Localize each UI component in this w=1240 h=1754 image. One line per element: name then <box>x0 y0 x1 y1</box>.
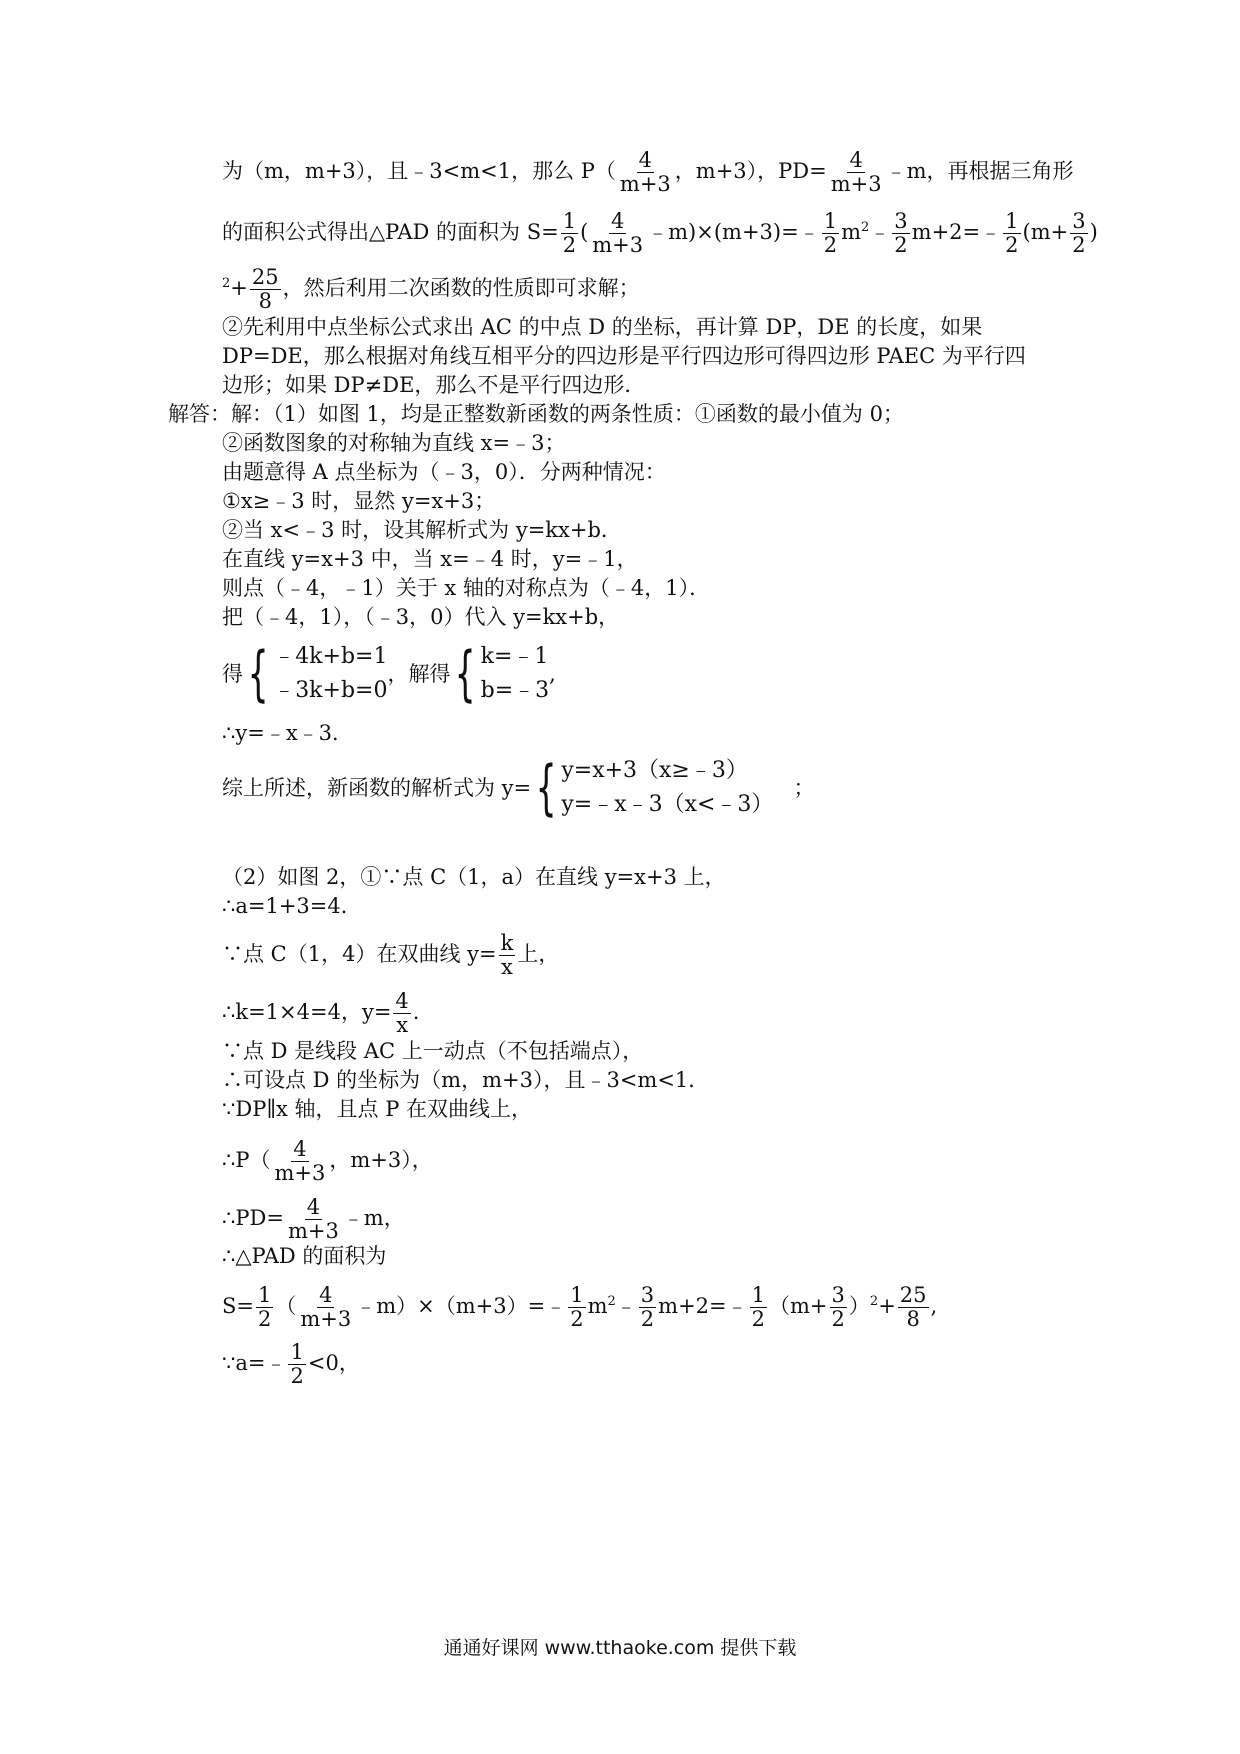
fraction: $\frac{3}{2}$ <box>640 1283 655 1331</box>
piecewise-function: y=x+3（x≥﹣3） y=﹣x﹣3（x<﹣3） <box>561 758 774 817</box>
text-line: ∵DP∥x 轴，且点 P 在双曲线上， <box>222 1097 533 1121</box>
text-line: ∴可设点 D 的坐标为（m，m+3），且﹣3<m<1． <box>222 1068 710 1092</box>
text-line: ②先利用中点坐标公式求出 AC 的中点 D 的坐标，再计算 DP，DE 的长度，如果 <box>222 315 983 339</box>
answer-heading: 解答：解：（1）如图 1，均是正整数新函数的两条性质：①函数的最小值为 0； <box>168 402 904 426</box>
fraction: $\frac{1}{2}$ <box>751 1283 766 1331</box>
fraction: $\frac{1}{2}$ <box>1005 209 1019 257</box>
text-line: ①x≥﹣3 时，显然 y=x+3； <box>222 489 496 513</box>
fraction: $\frac{1}{2}$ <box>290 1340 304 1388</box>
text-line: ∴y=﹣x﹣3． <box>222 721 354 745</box>
text-line: 边形；如果 DP≠DE，那么不是平行四边形． <box>222 373 646 397</box>
text-line: （2）如图 2，①∵点 C（1，a）在直线 y=x+3 上， <box>222 865 726 889</box>
text-line: ②当 x<﹣3 时，设其解析式为 y=kx+b． <box>222 518 622 542</box>
fraction: $\frac{1}{2}$ <box>257 1283 272 1331</box>
fraction: $\frac{1}{2}$ <box>570 1283 584 1331</box>
text: ﹣m，再根据三角形 <box>885 159 1074 183</box>
fraction: $\frac{4}{m+3}$ <box>287 1195 339 1243</box>
text-line: 的面积公式得出△PAD 的面积为 S= $\frac{1}{2}$ ( $\frac{4}{m+3}$ ﹣m)×(m+3)=﹣ $\frac{1}{2}$ $m^2﹣$ $\frac{3}{2}$ m+2=﹣ $\frac{1}{2}$ (m+ $\frac{3}{2}$ ) <box>222 209 1098 257</box>
text-line: ②函数图象的对称轴为直线 x=﹣3； <box>222 431 566 455</box>
text-line: 则点（﹣4，﹣1）关于 x 轴的对称点为（﹣4，1）． <box>222 576 711 600</box>
fraction: $\frac{25}{8}$ <box>251 265 279 313</box>
text-line: ∵点 D 是线段 AC 上一动点（不包括端点）， <box>222 1039 644 1063</box>
text-line: 由题意得 A 点坐标为（﹣3，0）．分两种情况： <box>222 460 666 484</box>
text: ，m+3），PD= <box>674 159 827 183</box>
text-line: ∴△PAD 的面积为 <box>222 1244 387 1268</box>
text-line: ∵a=﹣ $\frac{1}{2}$ <0， <box>222 1340 360 1388</box>
fraction: $\frac{25}{8}$ <box>899 1283 927 1331</box>
fraction: $\frac{3}{2}$ <box>894 209 908 257</box>
text: 为（m，m+3），且﹣3<m<1，那么 P（ <box>222 159 616 183</box>
fraction: $\frac{3}{2}$ <box>831 1283 845 1331</box>
fraction: $\frac{4}{m+3}$ <box>592 209 644 257</box>
text-line: ∴PD= $\frac{4}{m+3}$ ﹣m， <box>222 1195 405 1243</box>
piecewise-line: 综上所述，新函数的解析式为 y= { y=x+3（x≥﹣3） y=﹣x﹣3（x<﹣3） ； <box>222 753 815 823</box>
equation-system-line: 得 { ﹣4k+b=1 ﹣3k+b=0 ，解得 { k=﹣1 b=﹣3 , <box>222 639 556 709</box>
fraction: $\frac{3}{2}$ <box>1072 209 1086 257</box>
text-line: ∴a=1+3=4． <box>222 894 362 918</box>
text-line: S= $\frac{1}{2}$ （ $\frac{4}{m+3}$ ﹣m）×（m+3）=﹣ $\frac{1}{2}$ $m^2﹣$ $\frac{3}{2}$ m+2=﹣ $\frac{1}{2}$ （m+ $\frac{3}{2}$ ）$^2$+ $\frac{25}{8}$ , <box>222 1283 938 1331</box>
text-line: ∴P（ $\frac{4}{m+3}$ ，m+3）， <box>222 1137 433 1185</box>
fraction: $\frac{4}{m+3}$ <box>830 148 882 196</box>
fraction: $\frac{4}{x}$ <box>395 989 409 1037</box>
text-line <box>222 149 1074 196</box>
text-line: ∵点 C（1，4）在双曲线 y= $\frac{k}{x}$ 上， <box>222 931 560 979</box>
text-line: $^2$+ $\frac{25}{8}$ ，然后利用二次函数的性质即可求解； <box>222 265 640 313</box>
text-line: DP=DE，那么根据对角线互相平分的四边形是平行四边形可得四边形 PAEC 为平行四 <box>222 344 1026 368</box>
text-line: 把（﹣4，1），（﹣3，0）代入 y=kx+b， <box>222 605 620 629</box>
equation-system: ﹣4k+b=1 ﹣3k+b=0 <box>273 644 388 703</box>
text-line: ∴k=1×4=4，y= $\frac{4}{x}$ . <box>222 989 420 1037</box>
fraction: $\frac{1}{2}$ <box>823 209 838 257</box>
fraction: $\frac{k}{x}$ <box>500 931 514 979</box>
fraction: $\frac{4}{m+3}$ <box>300 1283 352 1331</box>
page-footer: 通通好课网 www.tthaoke.com 提供下载 <box>443 1637 797 1659</box>
text-line: 在直线 y=x+3 中，当 x=﹣4 时，y=﹣1， <box>222 547 638 571</box>
fraction: $\frac{4}{m+3}$ <box>274 1137 326 1185</box>
fraction: $\frac{4}{m+3}$ <box>619 148 671 196</box>
fraction: $\frac{1}{2}$ <box>562 209 577 257</box>
equation-system: k=﹣1 b=﹣3 <box>480 644 550 703</box>
